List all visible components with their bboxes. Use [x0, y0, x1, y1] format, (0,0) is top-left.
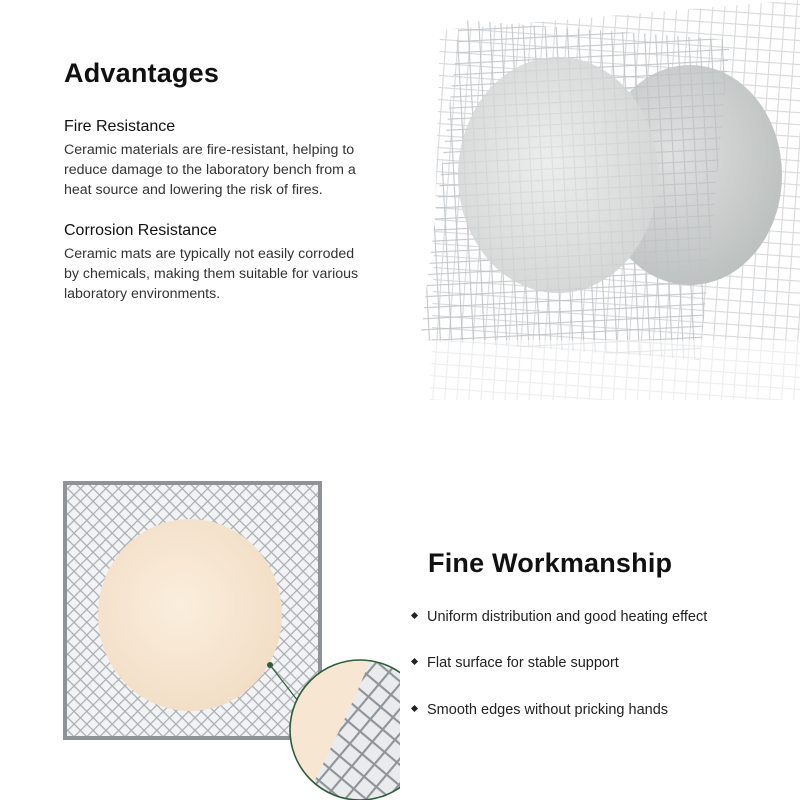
corrosion-resistance-line-3: laboratory environments.	[64, 286, 221, 302]
diamond-bullet-icon	[411, 612, 418, 619]
fire-resistance-text	[64, 140, 404, 200]
diamond-bullet-icon	[411, 658, 418, 665]
bullet-text-1: Uniform distribution and good heating effect	[427, 609, 708, 625]
ceramic-mesh-photo	[400, 0, 800, 400]
corrosion-resistance-text	[64, 244, 404, 304]
fire-resistance-line-3: heat source and lowering the risk of fires.	[64, 182, 323, 198]
workmanship-section	[0, 400, 800, 800]
cream-ceramic-disc	[98, 519, 282, 711]
bullet-item-3	[412, 702, 668, 718]
bullet-text-2: Flat surface for stable support	[427, 655, 619, 671]
fire-resistance-line-2: reduce damage to the laboratory bench from a	[64, 162, 356, 178]
corrosion-resistance-heading: Corrosion Resistance	[64, 222, 217, 239]
workmanship-mesh-photo	[55, 475, 400, 800]
fire-resistance-heading: Fire Resistance	[64, 118, 176, 135]
corrosion-resistance-line-2: by chemicals, making them suitable for various	[64, 266, 359, 282]
bullet-text-3: Smooth edges without pricking hands	[427, 702, 669, 718]
workmanship-title: Fine Workmanship	[428, 548, 673, 578]
advantages-title: Advantages	[64, 58, 220, 88]
bullet-item-2	[412, 655, 619, 671]
bullet-item-1	[412, 609, 707, 625]
corrosion-resistance-line-1: Ceramic mats are typically not easily corroded	[64, 246, 355, 262]
diamond-bullet-icon	[411, 705, 418, 712]
fire-resistance-line-1: Ceramic materials are fire-resistant, helping to	[64, 142, 355, 158]
